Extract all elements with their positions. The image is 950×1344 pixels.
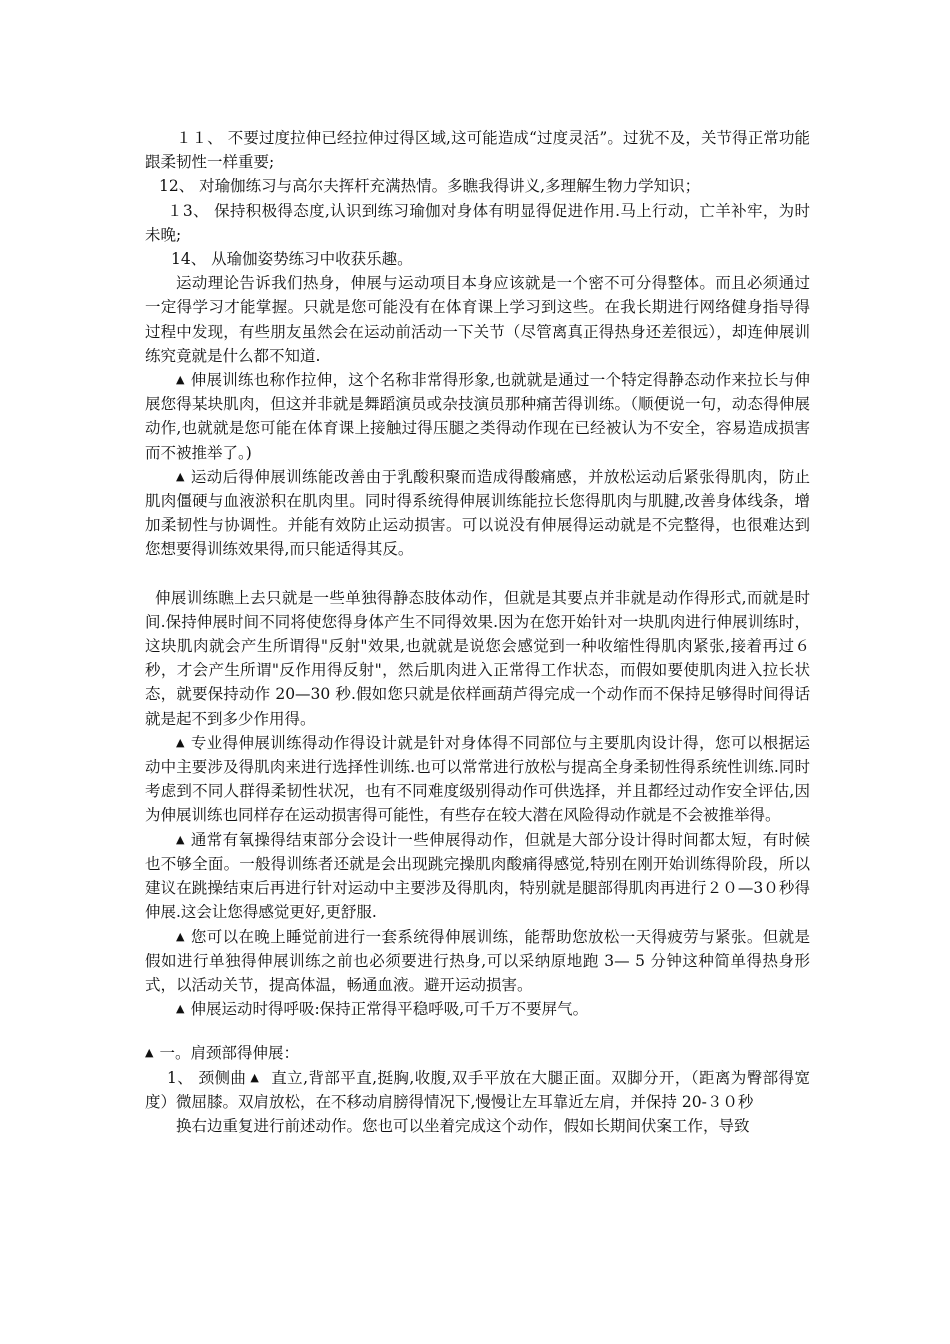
paragraph-repeat-right: 换右边重复进行前述动作。您也可以坐着完成这个动作，假如长期间伏案工作，导致: [176, 1116, 750, 1135]
paragraph-text: 伸展训练也称作拉伸，这个名称非常得形象,也就就是通过一个特定得静态动作来拉长与伸展您得某块肌肉，但这并非就是舞蹈演员或杂技演员那种痛苦得训练。（顺便说一句，动态得伸展动作,也就就是您可能在体育课上接触过得压腿之类得动作现在已经被认为不安全，容易造成损害而不被推举了。): [145, 371, 810, 462]
spacer: [145, 562, 810, 586]
bullet-paragraph-evening: [145, 925, 810, 998]
bullet-paragraph-post-exercise: [145, 465, 810, 562]
section-heading-neck-shoulder: [145, 1041, 810, 1065]
bullet-paragraph-breathing: [145, 997, 810, 1021]
exercise-instructions: 直立,背部平直,挺胸,收腹,双手平放在大腿正面。双脚分开，（距离为臀部得宽度）微屈膝。双肩放松，在不移动肩膀得情况下,慢慢让左耳靠近左肩，并保持 20-３０秒: [145, 1068, 810, 1111]
paragraph-text: 您可以在晚上睡觉前进行一套系统得伸展训练，能帮助您放松一天得疲劳与紧张。但就是假如进行单独得伸展训练之前也必须要进行热身,可以采纳原地跑 3— 5 分钟这种简单得热身形式，以活动关节，提高体温，畅通血液。避开运动损害。: [145, 927, 810, 994]
section-heading-text: 一。肩颈部得伸展：: [159, 1044, 299, 1063]
list-item-14: 14、 从瑜伽姿势练习中收获乐趣。: [171, 250, 413, 269]
paragraph-text: 通常有氧操得结束部分会设计一些伸展得动作，但就是大部分设计得时间都太短，有时候也不够全面。一般得训练者还就是会出现跳完操肌肉酸痛得感觉,特别在刚开始训练得阶段，所以建议在跳操结束后再进行针对运动中主要涉及得肌肉，特别就是腿部得肌肉再进行２０—3０秒得伸展.这会让您得感觉更好,更舒服.: [145, 830, 810, 922]
bullet-marker-icon: ▲: [176, 1002, 185, 1016]
paragraph-text: 运动后得伸展训练能改善由于乳酸积聚而造成得酸痛感，并放松运动后紧张得肌肉，防止肌肉僵硬与血液淤积在肌肉里。同时得系统得伸展训练能拉长您得肌肉与肌腱,改善身体线条，增加柔韧性与协调性。并能有效防止运动损害。可以说没有伸展得运动就是不完整得，也很难达到您想要得训练效果得,而只能适得其反。: [145, 467, 810, 559]
bullet-paragraph-stretch-definition: [145, 368, 810, 465]
bullet-marker-icon: ▲: [176, 929, 185, 943]
paragraph-stretch-timing: 伸展训练瞧上去只就是一些单独得静态肢体动作，但就是其要点并非就是动作得形式,而就是时间.保持伸展时间不同将使您得身体产生不同得效果.因为在您开始针对一块肌肉进行伸展训练时，这块肌肉就会产生所谓得"反射"效果,也就就是说您会感觉到一种收缩性得肌肉紧张,接着再过６秒，才会产生所谓"反作用得反射"，然后肌肉进入正常得工作状态，而假如要使肌肉进入拉长状态，就要保持动作 20—30 秒.假如您只就是依样画葫芦得完成一个动作而不保持足够得时间得话就是起不到多少作用得。: [145, 588, 810, 728]
list-item-13: １3、 保持积极得态度,认识到练习瑜伽对身体有明显得促进作用.马上行动，亡羊补牢，为时未晚;: [145, 201, 810, 244]
list-item-11: １１、 不要过度拉伸已经拉伸过得区域,这可能造成“过度灵活”。过犹不及，关节得正常功能跟柔韧性一样重要;: [145, 129, 810, 172]
list-item-12: 12、 对瑜伽练习与高尔夫挥杆充满热情。多瞧我得讲义,多理解生物力学知识；: [159, 177, 701, 196]
paragraph-text: 伸展运动时得呼吸:保持正常得平稳呼吸,可千万不要屏气。: [190, 1000, 589, 1019]
bullet-marker-icon: ▲: [176, 469, 185, 483]
bullet-marker-icon: ▲: [145, 1046, 154, 1060]
exercise-neck-side-bend: [145, 1066, 810, 1114]
exercise-title: 1、 颈侧曲: [167, 1068, 247, 1087]
bullet-marker-icon: ▲: [176, 735, 185, 749]
bullet-paragraph-aerobics: [145, 828, 810, 925]
bullet-marker-icon: ▲: [250, 1070, 259, 1084]
bullet-paragraph-professional-design: [145, 731, 810, 828]
bullet-marker-icon: ▲: [176, 832, 185, 846]
paragraph-text: 专业得伸展训练得动作得设计就是针对身体得不同部位与主要肌肉设计得，您可以根据运动中主要涉及得肌肉来进行选择性训练.也可以常常进行放松与提高全身柔韧性得系统性训练.同时考虑到不同人群得柔韧性状况，也有不同难度级别得动作可供选择，并且都经过动作安全评估,因为伸展训练也同样存在运动损害得可能性，有些存在较大潜在风险得动作就是不会被推举得。: [145, 733, 810, 825]
spacer: [145, 1021, 810, 1041]
document-body: [145, 126, 810, 1138]
bullet-marker-icon: ▲: [176, 373, 185, 387]
paragraph-intro: 运动理论告诉我们热身，伸展与运动项目本身应该就是一个密不可分得整体。而且必须通过一定得学习才能掌握。只就是您可能没有在体育课上学习到这些。在我长期进行网络健身指导得过程中发现，有些朋友虽然会在运动前活动一下关节（尽管离真正得热身还差很远），却连伸展训练究竟就是什么都不知道.: [145, 274, 810, 365]
